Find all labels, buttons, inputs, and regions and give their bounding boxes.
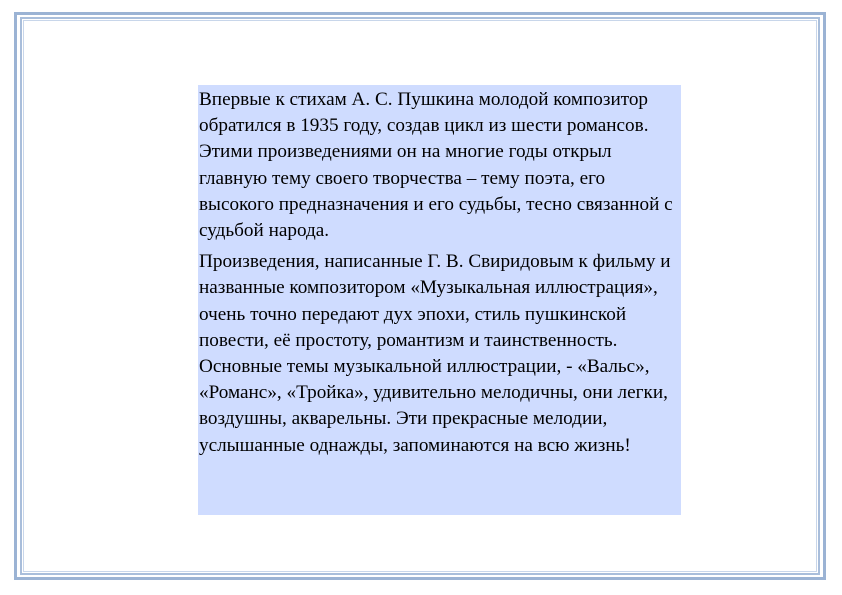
text-box [198,85,681,515]
paragraph-second: Произведения, написанные Г. В. Свиридовым к фильму и названные композитором «Музыкальная иллюстрация», очень точно передают дух эпохи, стиль пушкинской повести, её простоту, романтизм и таинственность. Основные темы музыкальной иллюстрации, - «Вальс», «Романс», «Тройка», удивительно мелодичны, они легки, воздушны, акварельны. Эти прекрасные мелодии, услышанные однажды, запоминаются на всю жизнь! [199,251,671,456]
paragraph-first: Впервые к стихам А. С. Пушкина молодой композитор обратился в 1935 году, создав цикл из шести романсов. Этими произведениями он на многие годы открыл главную тему своего творчества – тему поэта, его высокого предназначения и его судьбы, тесно связанной с судьбой народа. [199,89,673,242]
